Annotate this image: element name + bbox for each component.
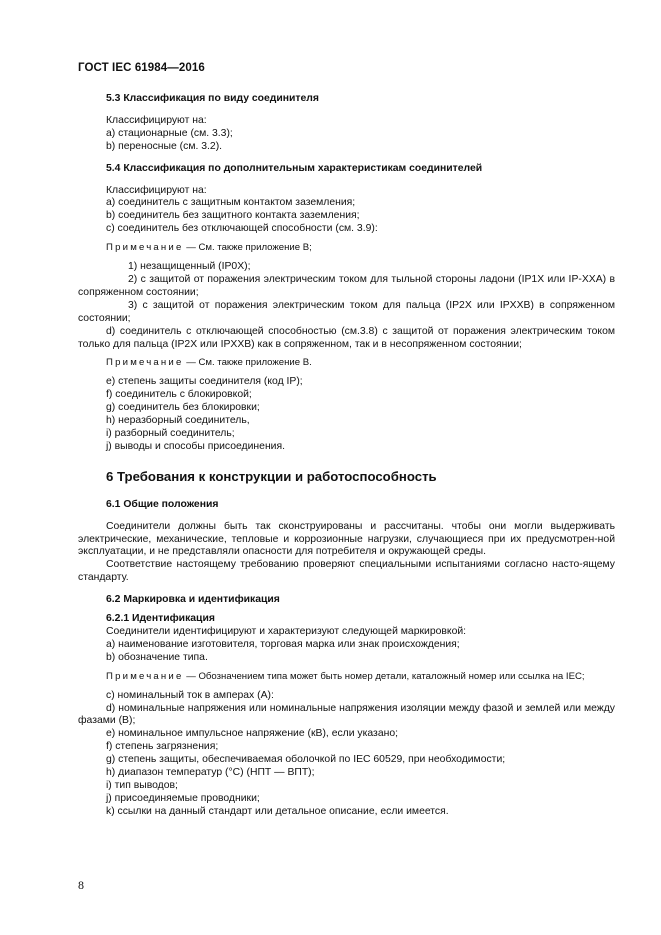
section-6-2-title: 6.2 Маркировка и идентификация [106,594,280,606]
list-item: е) степень защиты соединителя (код IP); [106,376,303,388]
list-item: j) выводы и способы присоединения. [106,440,285,452]
list-item: h) диапазон температур (°C) (НПТ — ВПТ); [106,767,315,779]
section-5-3-title: 5.3 Классификация по виду соединителя [106,93,319,104]
list-item: g) соединитель без блокировки; [106,402,260,414]
note-label: Примечание [106,357,184,369]
list-item: b) соединитель без защитного контакта заземления; [106,210,360,222]
note-text: — См. также приложение В; [183,242,312,254]
list-item: b) переносные (см. 3.2). [106,140,223,152]
section-6-title: 6 Требования к конструкции и работоспособность [106,468,437,484]
list-item: а) наименование изготовителя, торговая марка или знак происхождения; [106,638,460,650]
list-item: h) неразборный соединитель, [106,415,250,427]
note [78,357,615,370]
list-item: b) обозначение типа. [106,651,208,663]
list-item: g) степень защиты, обеспечиваемая оболочкой по IEC 60529, при необходимости; [106,754,506,766]
list-item: i) разборный соединитель; [106,427,235,439]
note-label: Примечание [106,670,184,682]
note [78,671,615,684]
paragraph: Соединители должны быть так сконструированы и рассчитаны. чтобы они могли выдерживать электрические, механические, тепловые и коррозионные нагрузки, случающиеся при их предусмотрен-ной эксплуатации, и не представляли опасности для потребителя и окружающей среды. [78,520,615,558]
list-item: k) ссылки на данный стандарт или детальное описание, если имеется. [106,805,449,817]
list-item: с) соединитель без отключающей способности (см. 3.9): [106,223,378,235]
document-header: ГОСТ IEC 61984—2016 [78,62,205,74]
s54-intro: Классифицируют на: [106,184,207,196]
section-6-2-1-title: 6.2.1 Идентификация [106,613,215,625]
paragraph: Соответствие настоящему требованию проверяют специальными испытаниями согласно насто-ящему стандарту. [78,559,615,584]
s53-intro: Классифицируют на: [106,114,207,126]
list-item: f) соединитель с блокировкой; [106,389,252,401]
sub-list-item: 2) с защитой от поражения электрическим током для тыльной стороны ладони (IP1X или IP-XXA) в сопряженном состоянии; [78,273,615,298]
list-item: j) присоединяемые проводники; [106,792,260,804]
s62-intro: Соединители идентифицируют и характеризуют следующей маркировкой: [106,626,467,637]
list-item: d) соединитель с отключающей способностью (см.3.8) с защитой от поражения электрическим током только для пальца (IP2X или IPXXB) как в сопряженном, так и в несопряженном состоянии; [78,325,615,350]
list-item: с) номинальный ток в амперах (А): [106,689,274,701]
list-item: i) тип выводов; [106,779,178,791]
sub-list-item: 3) с защитой от поражения электрическим током для пальца (IP2X или IPXXB) в сопряженном состоянии; [78,299,615,324]
section-6-1-title: 6.1 Общие положения [106,498,219,510]
note-text: — Обозначением типа может быть номер детали, каталожный номер или ссылка на IEC; [183,670,585,682]
note-label: Примечание [106,242,184,254]
document-body [78,93,615,819]
note-text: — См. также приложение В. [183,357,312,369]
list-item: d) номинальные напряжения или номинальные напряжения изоляции между фазой и землей или между фазами (В); [78,702,615,727]
list-item: е) номинальное импульсное напряжение (кВ), если указано; [106,728,399,740]
list-item: а) соединитель с защитным контактом заземления; [106,197,356,209]
list-item: f) степень загрязнения; [106,741,219,753]
note [78,242,615,255]
list-item: а) стационарные (см. 3.3); [106,127,233,139]
page-number: 8 [78,878,84,892]
section-5-4-title: 5.4 Классификация по дополнительным характеристикам соединителей [106,162,483,174]
sub-list-item: 1) незащищенный (IP0X); [128,261,251,273]
